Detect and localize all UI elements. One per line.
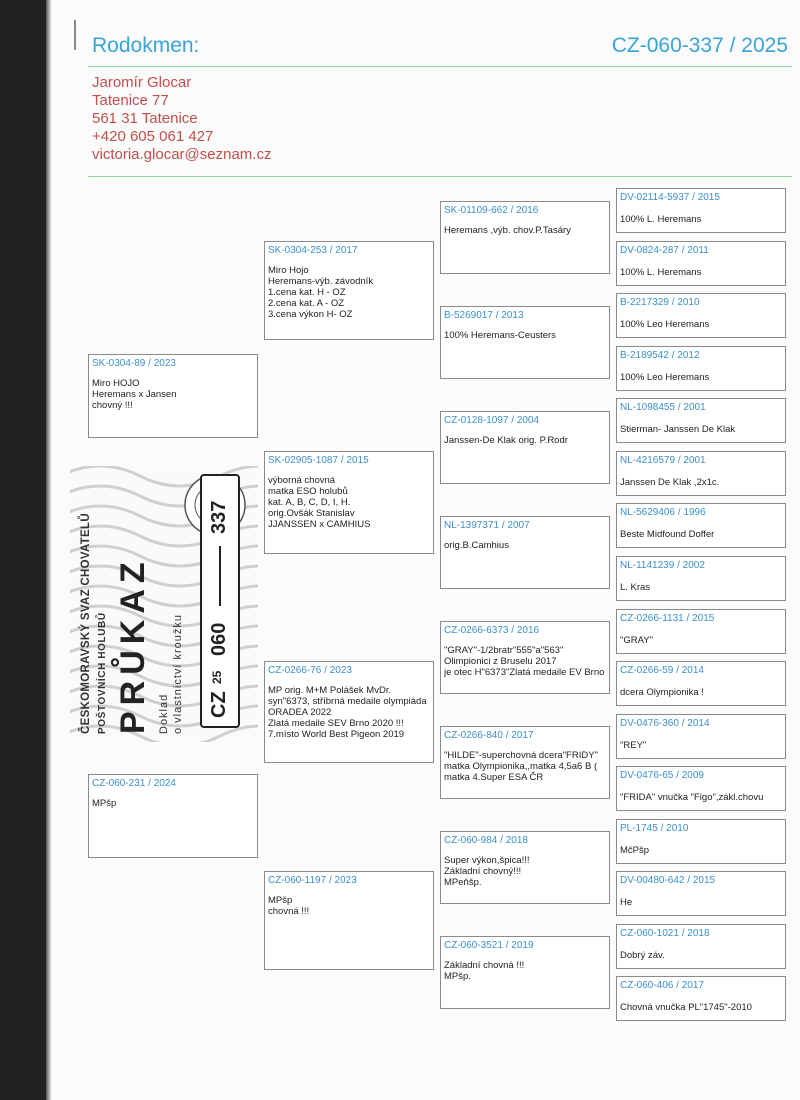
description: Heremans ,výb. chov.P.Tasáry	[444, 225, 571, 236]
description: "REY"	[620, 740, 647, 751]
description: Beste Midfound Doffer	[620, 529, 715, 540]
description: 100% Heremans-Ceusters	[444, 330, 556, 341]
ring-number: CZ-0266-59 / 2014	[620, 665, 704, 676]
description: 100% L. Heremans	[620, 214, 702, 225]
ring-number: SK-01109-662 / 2016	[444, 205, 539, 216]
pedigree-box-gen4-9	[616, 609, 786, 654]
description: Miro Hojo Heremans-výb. závodník 1.cena kat. H - OZ 2.cena kat. A - OZ 3.cena výkon H- OZ	[268, 265, 374, 320]
pedigree-box-gen4-15	[616, 924, 786, 969]
pedigree-box-gen4-4	[616, 346, 786, 391]
card-doc-line1: Doklad	[158, 693, 170, 734]
ring-number: NL-1098455 / 2001	[620, 402, 706, 413]
ring-number: NL-5629406 / 1996	[620, 507, 706, 518]
description: Chovná vnučka PL"1745"-2010	[620, 1002, 752, 1013]
pedigree-box-gen4-13	[616, 819, 786, 864]
owner-email: victoria.glocar@seznam.cz	[92, 146, 272, 163]
ring-number: NL-1397371 / 2007	[444, 520, 530, 531]
pedigree-box-gen3-3	[440, 411, 610, 484]
ring-number: CZ-0266-76 / 2023	[268, 665, 352, 676]
card-text-rotated	[70, 466, 258, 742]
description: 100% Leo Heremans	[620, 372, 710, 383]
ring-number: SK-02905-1087 / 2015	[268, 455, 369, 466]
pedigree-box-gen4-14	[616, 871, 786, 916]
card-doc-line2: o vlastnictví kroužku	[172, 613, 184, 734]
ring-number: CZ-060-1197 / 2023	[268, 875, 357, 886]
owner-phone: +420 605 061 427	[92, 128, 214, 145]
ring-number: B-5269017 / 2013	[444, 310, 524, 321]
page-title: Rodokmen:	[92, 34, 200, 57]
ring-number: CZ-0266-840 / 2017	[444, 730, 534, 741]
divider	[88, 66, 792, 67]
ring-number: CZ-0266-6373 / 2016	[444, 625, 540, 636]
ring-number: SK-0304-89 / 2023	[92, 358, 176, 369]
description: Stierman- Janssen De Klak	[620, 424, 736, 435]
pedigree-box-gen4-11	[616, 714, 786, 759]
ring-number: DV-0824-287 / 2011	[620, 245, 709, 256]
ring-number: CZ-060-984 / 2018	[444, 835, 528, 846]
ring-prefix: CZ	[208, 691, 230, 718]
pedigree-box-gen4-7	[616, 503, 786, 548]
description: Miro HOJO Heremans x Jansen chovný !!!	[92, 378, 177, 411]
ring-number: DV-00480-642 / 2015	[620, 875, 716, 886]
pedigree-box-gen4-5	[616, 398, 786, 443]
description: Super výkon,špica!!! Základní chovný!!! MPeňšp.	[444, 855, 530, 888]
description: orig.B.Camhius	[444, 540, 509, 551]
owner-block	[92, 74, 271, 164]
pedigree-box-gen3-8	[440, 936, 610, 1009]
divider	[88, 176, 792, 177]
ring-number: DV-0476-65 / 2009	[620, 770, 704, 781]
ring-year: 25	[210, 670, 224, 684]
description: dcera Olympionika !	[620, 687, 704, 698]
ring-number: DV-0476-360 / 2014	[620, 718, 710, 729]
pedigree-box-gen2-3	[264, 661, 434, 763]
card-org-name-2: POŠTOVNÍCH HOLUBŮ	[97, 612, 108, 734]
description: L. Kras	[620, 582, 651, 593]
description: MPšp	[92, 798, 117, 809]
pedigree-box-gen4-10	[616, 661, 786, 706]
pedigree-box-gen2-4	[264, 871, 434, 970]
ring-number: CZ-0266-1131 / 2015	[620, 613, 715, 624]
ring-number: CZ-060-406 / 2017	[620, 980, 704, 991]
ring-number: CZ-060-231 / 2024	[92, 778, 176, 789]
description: 100% Leo Heremans	[620, 319, 710, 330]
ring-number: 337	[208, 500, 230, 534]
ring-number: DV-02114-5937 / 2015	[620, 192, 720, 203]
description: "GRAY"-1/2bratr"555"a"563" Olimpionici z Bruselu 2017 je otec H"6373"Zlatá medaile EV Brno	[444, 645, 605, 678]
ring-number: CZ-060-1021 / 2018	[620, 928, 710, 939]
description: výborná chovná matka ESO holubů kat. A, B, C, D, I, H. orig.Ovšák Stanislav JJANSSEN x CAMHIUS	[268, 475, 371, 530]
owner-street: Tatenice 77	[92, 92, 169, 109]
ring-mid: 060	[208, 622, 230, 656]
description: He	[620, 897, 633, 908]
pedigree-box-gen3-2	[440, 306, 610, 379]
description: "FRIDA" vnučka "Figo",zákl.chovu	[620, 792, 764, 803]
ring-number: B-2189542 / 2012	[620, 350, 700, 361]
pedigree-box-gen4-12	[616, 766, 786, 811]
description: Janssen De Klak ,2x1c.	[620, 477, 720, 488]
card-org-name: ČESKOMORAVSKÝ SVAZ CHOVATELŮ	[80, 513, 92, 734]
description: MčPšp	[620, 845, 650, 856]
pedigree-box-gen4-16	[616, 976, 786, 1021]
description: "GRAY"	[620, 635, 653, 646]
father-box	[88, 354, 258, 438]
ring-number: SK-0304-253 / 2017	[268, 245, 358, 256]
ring-ownership-card	[70, 466, 258, 742]
pedigree-box-gen3-6	[440, 726, 610, 799]
card-title: PRŮKAZ	[114, 556, 152, 734]
description: Janssen-De Klak orig. P.Rodr	[444, 435, 568, 446]
pedigree-box-gen4-3	[616, 293, 786, 338]
scanner-edge	[0, 0, 52, 1100]
owner-city: 561 31 Tatenice	[92, 110, 198, 127]
pedigree-box-gen4-6	[616, 451, 786, 496]
ring-number: CZ-060-3521 / 2019	[444, 940, 534, 951]
pedigree-box-gen3-5	[440, 621, 610, 694]
description: "HILDE"-superchovná dcera"FRIDY" matka Olympionika,,matka 4,5a6 B ( matka 4.Super ESA ČR	[444, 750, 598, 783]
owner-name: Jaromír Glocar	[92, 74, 192, 91]
pedigree-box-gen4-2	[616, 241, 786, 286]
ring-divider	[219, 546, 221, 606]
pedigree-box-gen3-1	[440, 201, 610, 274]
pedigree-box-gen4-8	[616, 556, 786, 601]
ring-number: B-2217329 / 2010	[620, 297, 700, 308]
description: Základní chovná !!! MPšp.	[444, 960, 525, 982]
description: Dobrý záv.	[620, 950, 665, 961]
pedigree-box-gen3-4	[440, 516, 610, 589]
mother-box	[88, 774, 258, 858]
description: MPšp chovná !!!	[268, 895, 310, 917]
pedigree-box-gen2-1	[264, 241, 434, 340]
ring-number: CZ-0128-1097 / 2004	[444, 415, 540, 426]
card-ring-number	[200, 474, 240, 728]
scan-mark	[74, 20, 76, 50]
pedigree-box-gen2-2	[264, 451, 434, 554]
ring-number: PL-1745 / 2010	[620, 823, 689, 834]
description: MP orig. M+M Polášek MvDr. syn"6373, stříbrná medaile olympiáda ORADEA 2022 Zlatá medaile SEV Brno 2020 !!! 7.místo World Best Pigeon 2019	[268, 685, 427, 740]
pigeon-ring-id: CZ-060-337 / 2025	[611, 34, 788, 57]
pedigree-box-gen4-1	[616, 188, 786, 233]
ring-number: NL-1141239 / 2002	[620, 560, 705, 571]
ring-number: NL-4216579 / 2001	[620, 455, 706, 466]
description: 100% L. Heremans	[620, 267, 702, 278]
pedigree-box-gen3-7	[440, 831, 610, 904]
